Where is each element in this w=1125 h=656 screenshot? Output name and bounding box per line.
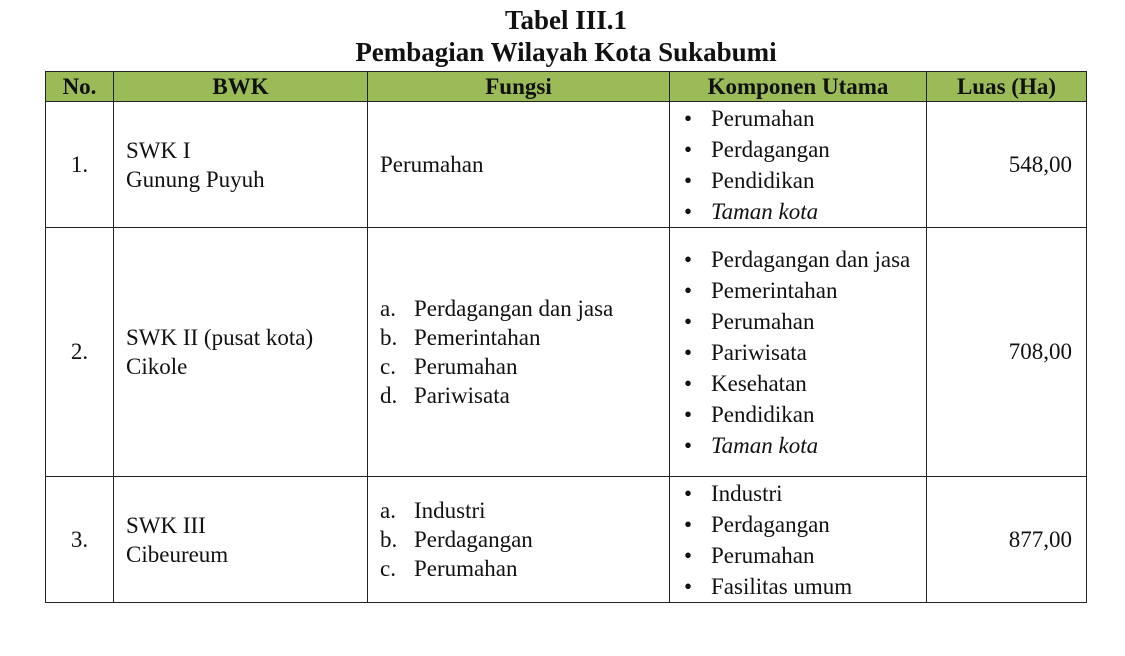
cell-komponen [670, 102, 927, 228]
bullet-dot-icon: • [684, 105, 693, 131]
komponen-item [682, 165, 926, 196]
cell-luas: 548,00 [927, 102, 1087, 228]
fungsi-text: Perdagangan dan jasa [414, 296, 614, 321]
cell-bwk [114, 228, 368, 477]
komponen-item [682, 337, 926, 368]
fungsi-list [380, 496, 669, 583]
komponen-text: Perdagangan dan jasa [711, 246, 911, 272]
bullet-dot-icon: • [684, 573, 693, 599]
table-title: Tabel III.1 [504, 5, 628, 35]
bullet-dot-icon: • [684, 542, 693, 568]
cell-no: 3. [46, 477, 114, 603]
fungsi-marker: c. [380, 556, 396, 581]
cell-bwk [114, 477, 368, 603]
komponen-text: Perumahan [711, 542, 815, 568]
header-row [46, 72, 1087, 102]
bullet-dot-icon: • [684, 277, 693, 303]
komponen-item [682, 134, 926, 165]
bullet-dot-icon: • [684, 401, 693, 427]
fungsi-text: Perumahan [380, 152, 484, 177]
fungsi-marker: b. [380, 527, 398, 552]
komponen-item [682, 103, 926, 134]
komponen-text: Taman kota [711, 432, 819, 458]
fungsi-list [380, 294, 669, 410]
komponen-text: Pendidikan [711, 167, 815, 193]
komponen-item [682, 306, 926, 337]
komponen-text: Fasilitas umum [711, 573, 853, 599]
table-subtitle: Pembagian Wilayah Kota Sukabumi [355, 37, 777, 67]
komponen-list [682, 103, 926, 227]
bullet-dot-icon: • [684, 308, 693, 334]
bullet-dot-icon: • [684, 480, 693, 506]
bullet-dot-icon: • [684, 511, 693, 537]
fungsi-marker: a. [380, 498, 396, 523]
fungsi-text: Perumahan [414, 556, 518, 581]
fungsi-text: Perumahan [414, 354, 518, 379]
fungsi-item [380, 294, 669, 323]
bullet-dot-icon: • [684, 339, 693, 365]
komponen-item [682, 196, 926, 227]
bullet-dot-icon: • [684, 136, 693, 162]
komponen-text: Perumahan [711, 105, 815, 131]
fungsi-marker: b. [380, 325, 398, 350]
komponen-text: Taman kota [711, 198, 819, 224]
komponen-text: Pemerintahan [711, 277, 838, 303]
bullet-dot-icon: • [684, 246, 693, 272]
cell-komponen [670, 228, 927, 477]
komponen-item [682, 275, 926, 306]
bullet-dot-icon: • [684, 167, 693, 193]
cell-fungsi [368, 228, 670, 477]
komponen-item [682, 478, 926, 509]
komponen-list [682, 244, 926, 461]
cell-luas: 877,00 [927, 477, 1087, 603]
bwk-line: SWK III [126, 512, 206, 538]
fungsi-item [380, 381, 669, 410]
fungsi-text: Pariwisata [414, 383, 510, 408]
bwk-line: SWK II (pusat kota) [126, 325, 314, 350]
komponen-item [682, 540, 926, 571]
fungsi-list [380, 150, 669, 179]
bwk-line: SWK I [126, 137, 191, 163]
header-bwk: BWK [114, 72, 368, 102]
fungsi-item [380, 352, 669, 381]
fungsi-marker: a. [380, 296, 396, 321]
komponen-item [682, 509, 926, 540]
komponen-text: Perumahan [711, 308, 815, 334]
bullet-dot-icon: • [684, 198, 693, 224]
komponen-text: Perdagangan [711, 136, 830, 162]
fungsi-item [380, 323, 669, 352]
cell-bwk [114, 102, 368, 228]
fungsi-item [380, 525, 669, 554]
komponen-item [682, 399, 926, 430]
bwk-line: Cikole [126, 354, 188, 379]
header-luas: Luas (Ha) [927, 72, 1087, 102]
cell-komponen [670, 477, 927, 603]
region-table [45, 71, 1087, 603]
komponen-item [682, 244, 926, 275]
komponen-text: Perdagangan [711, 511, 830, 537]
cell-luas: 708,00 [927, 228, 1087, 477]
fungsi-marker: d. [380, 383, 398, 408]
bullet-dot-icon: • [684, 370, 693, 396]
cell-no: 1. [46, 102, 114, 228]
fungsi-item [380, 150, 669, 179]
header-no: No. [46, 72, 114, 102]
fungsi-item [380, 554, 669, 583]
komponen-text: Pendidikan [711, 401, 815, 427]
cell-no: 2. [46, 228, 114, 477]
table-row [46, 228, 1087, 477]
table-caption [0, 4, 1125, 68]
table-row [46, 477, 1087, 603]
fungsi-marker: c. [380, 354, 396, 379]
komponen-text: Kesehatan [711, 370, 807, 396]
fungsi-text: Pemerintahan [414, 325, 541, 350]
komponen-item [682, 430, 926, 461]
komponen-text: Pariwisata [711, 339, 807, 365]
bwk-line: Cibeureum [126, 541, 229, 567]
cell-fungsi [368, 102, 670, 228]
fungsi-text: Industri [414, 498, 486, 523]
bwk-line: Gunung Puyuh [126, 166, 265, 192]
header-komponen: Komponen Utama [670, 72, 927, 102]
header-fungsi: Fungsi [368, 72, 670, 102]
komponen-item [682, 368, 926, 399]
cell-fungsi [368, 477, 670, 603]
komponen-text: Industri [711, 480, 783, 506]
fungsi-text: Perdagangan [414, 527, 533, 552]
komponen-item [682, 571, 926, 602]
table-row [46, 102, 1087, 228]
fungsi-item [380, 496, 669, 525]
komponen-list [682, 478, 926, 602]
bullet-dot-icon: • [684, 432, 693, 458]
